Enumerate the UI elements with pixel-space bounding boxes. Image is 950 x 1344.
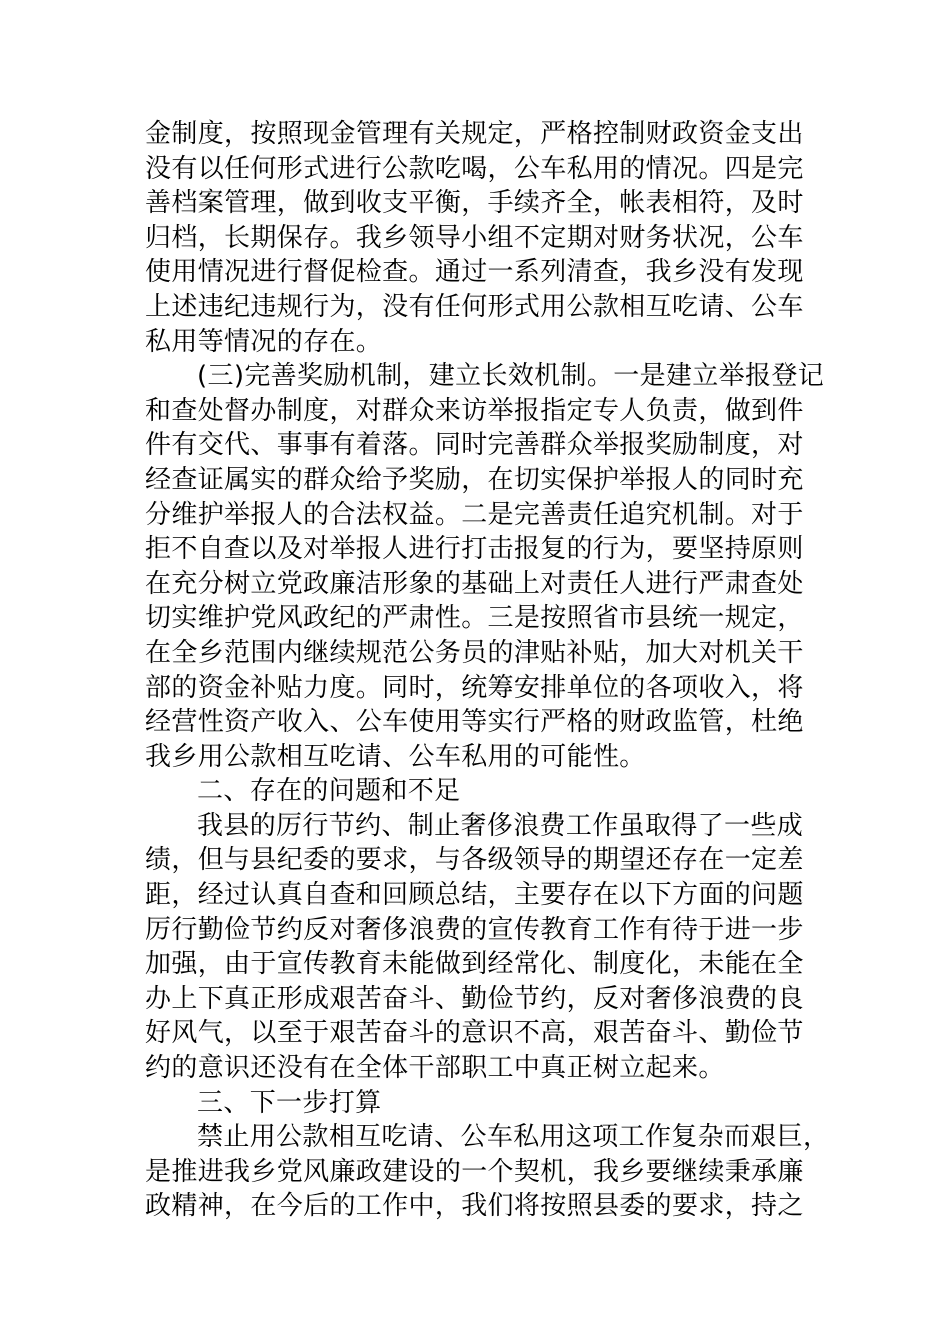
text-line: 办上下真正形成艰苦奋斗、勤俭节约，反对奢侈浪费的良 xyxy=(145,983,804,1014)
text-line: 二、存在的问题和不足 xyxy=(197,776,461,807)
text-line: 切实维护党风政纪的严肃性。三是按照省市县统一规定， xyxy=(145,603,804,634)
text-line: 加强，由于宣传教育未能做到经常化、制度化，未能在全 xyxy=(145,949,804,980)
text-line: 使用情况进行督促检查。通过一系列清查，我乡没有发现 xyxy=(145,257,804,288)
text-line: 私用等情况的存在。 xyxy=(145,326,383,357)
text-line: 绩，但与县纪委的要求，与各级领导的期望还存在一定差 xyxy=(145,845,804,876)
text-line: 好风气，以至于艰苦奋斗的意识不高，艰苦奋斗、勤俭节 xyxy=(145,1018,804,1049)
text-line: 和查处督办制度，对群众来访举报指定专人负责，做到件 xyxy=(145,395,804,426)
text-line: 约的意识还没有在全体干部职工中真正树立起来。 xyxy=(145,1053,725,1084)
text-line: 经营性资产收入、公车使用等实行严格的财政监管，杜绝 xyxy=(145,707,804,738)
text-line: 经查证属实的群众给予奖励，在切实保护举报人的同时充 xyxy=(145,464,804,495)
text-line: 善档案管理，做到收支平衡，手续齐全，帐表相符，及时 xyxy=(145,188,804,219)
text-line: 件有交代、事事有着落。同时完善群众举报奖励制度，对 xyxy=(145,430,804,461)
text-line: (三)完善奖励机制，建立长效机制。一是建立举报登记 xyxy=(197,361,825,392)
text-line: 拒不自查以及对举报人进行打击报复的行为，要坚持原则 xyxy=(145,534,804,565)
text-line: 禁止用公款相互吃请、公车私用这项工作复杂而艰巨， xyxy=(197,1122,830,1153)
text-line: 在全乡范围内继续规范公务员的津贴补贴，加大对机关干 xyxy=(145,637,804,668)
text-line: 金制度，按照现金管理有关规定，严格控制财政资金支出 xyxy=(145,119,804,149)
document-body xyxy=(145,117,830,1224)
text-line: 是推进我乡党风廉政建设的一个契机，我乡要继续秉承廉 xyxy=(145,1156,804,1187)
text-line: 上述违纪违规行为，没有任何形式用公款相互吃请、公车 xyxy=(145,291,804,322)
text-line: 距，经过认真自查和回顾总结，主要存在以下方面的问题 xyxy=(145,880,804,911)
text-line: 部的资金补贴力度。同时，统筹安排单位的各项收入，将 xyxy=(145,672,804,703)
text-line: 分维护举报人的合法权益。二是完善责任追究机制。对于 xyxy=(145,499,804,530)
text-line: 政精神，在今后的工作中，我们将按照县委的要求，持之 xyxy=(145,1191,804,1222)
text-line: 厉行勤俭节约反对奢侈浪费的宣传教育工作有待于进一步 xyxy=(145,914,804,945)
text-line: 没有以任何形式进行公款吃喝，公车私用的情况。四是完 xyxy=(145,153,804,184)
text-line: 归档，长期保存。我乡领导小组不定期对财务状况，公车 xyxy=(145,222,804,253)
text-line: 我乡用公款相互吃请、公车私用的可能性。 xyxy=(145,741,646,772)
text-line: 在充分树立党政廉洁形象的基础上对责任人进行严肃查处 xyxy=(145,568,804,599)
text-line: 我县的厉行节约、制止奢侈浪费工作虽取得了一些成 xyxy=(197,810,804,841)
text-line: 三、下一步打算 xyxy=(197,1087,382,1118)
